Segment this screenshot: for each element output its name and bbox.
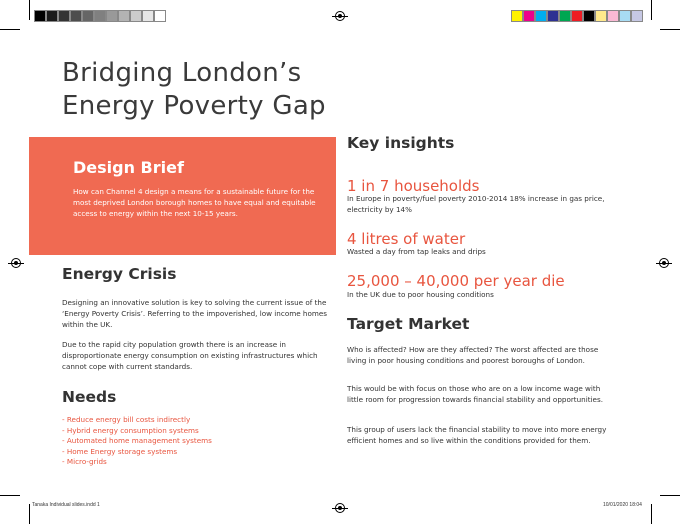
slug-date: 10/01/2020 18:04	[603, 502, 642, 508]
needs-list-item: - Home Energy storage systems	[62, 446, 178, 456]
cmyk-color-bar	[511, 10, 643, 22]
color-swatch	[142, 10, 154, 22]
needs-list-item: - Reduce energy bill costs indirectly	[62, 415, 191, 424]
color-swatch	[535, 10, 547, 22]
slug-filename: Tanaka Individual slides.indd 1	[32, 502, 100, 508]
crop-mark	[651, 504, 652, 524]
needs-list-item: - Hybrid energy consumption systems	[62, 425, 199, 435]
insight-stat: 1 in 7 households	[347, 177, 480, 195]
crop-mark	[0, 29, 20, 30]
crop-mark	[29, 504, 30, 524]
design-brief-text: How can Channel 4 design a means for a sustainable future for the most deprived London borough homes to have equal and equitable access to energy within the next 10-15 years.	[73, 187, 316, 218]
color-swatch	[631, 10, 643, 22]
insight-stat-description: In the UK due to poor housing conditions	[347, 290, 494, 299]
color-swatch	[94, 10, 106, 22]
needs-list-item: - Micro-grids	[62, 457, 107, 466]
color-swatch	[70, 10, 82, 22]
registration-mark-top	[335, 11, 345, 21]
color-swatch	[583, 10, 595, 22]
color-swatch	[619, 10, 631, 22]
color-swatch	[559, 10, 571, 22]
target-market-paragraph: This would be with focus on those who are on a low income wage with little room for progression towards financial stability and opportunities.	[347, 384, 603, 404]
energy-crisis-heading: Energy Crisis	[62, 265, 177, 283]
registration-mark-right	[659, 258, 669, 268]
needs-heading: Needs	[62, 388, 117, 406]
crop-mark	[29, 0, 30, 20]
target-market-paragraph: This group of users lack the financial stability to move into more energy efficient homes and so live within the conditions provided for them.	[347, 425, 607, 445]
needs-list-item: - Automated home management systems	[62, 436, 212, 445]
registration-mark-left	[11, 258, 21, 268]
grayscale-color-bar	[34, 10, 166, 22]
color-swatch	[571, 10, 583, 22]
registration-mark-bottom	[335, 503, 345, 513]
target-market-heading: Target Market	[347, 315, 470, 333]
design-brief-panel	[29, 137, 336, 255]
insight-stat-description: In Europe in poverty/fuel poverty 2010-2014 18% increase in gas price, electricity by 14%	[347, 194, 605, 214]
insight-stat: 25,000 – 40,000 per year die	[347, 272, 565, 290]
insight-stat: 4 litres of water	[347, 230, 466, 248]
insight-stat-description: Wasted a day from tap leaks and drips	[347, 247, 486, 256]
color-swatch	[58, 10, 70, 22]
crop-mark	[0, 495, 20, 496]
color-swatch	[595, 10, 607, 22]
page-title-line: Energy Poverty Gap	[62, 91, 326, 121]
color-swatch	[46, 10, 58, 22]
design-brief-title: Design Brief	[73, 158, 184, 177]
key-insights-heading: Key insights	[347, 134, 455, 152]
page-title-line: Bridging London’s	[62, 58, 302, 88]
crop-mark	[660, 29, 680, 30]
color-swatch	[118, 10, 130, 22]
color-swatch	[154, 10, 166, 22]
color-swatch	[511, 10, 523, 22]
color-swatch	[130, 10, 142, 22]
color-swatch	[607, 10, 619, 22]
needs-list	[62, 415, 212, 468]
energy-crisis-paragraph: Designing an innovative solution is key to solving the current issue of the ‘Energy Poverty Crisis’. Referring to the impoverished, low income homes within the UK.	[62, 298, 328, 329]
crop-mark	[660, 495, 680, 496]
color-swatch	[106, 10, 118, 22]
page-title	[62, 57, 326, 123]
color-swatch	[547, 10, 559, 22]
crop-mark	[651, 0, 652, 20]
energy-crisis-paragraph: Due to the rapid city population growth there is an increase in disproportionate energy consumption on existing infrastructures which cannot cope with current standards.	[62, 340, 318, 371]
color-swatch	[34, 10, 46, 22]
color-swatch	[82, 10, 94, 22]
target-market-paragraph: Who is affected? How are they affected? The worst affected are those living in poor housing conditions and poorest boroughs of London.	[347, 345, 599, 365]
color-swatch	[523, 10, 535, 22]
